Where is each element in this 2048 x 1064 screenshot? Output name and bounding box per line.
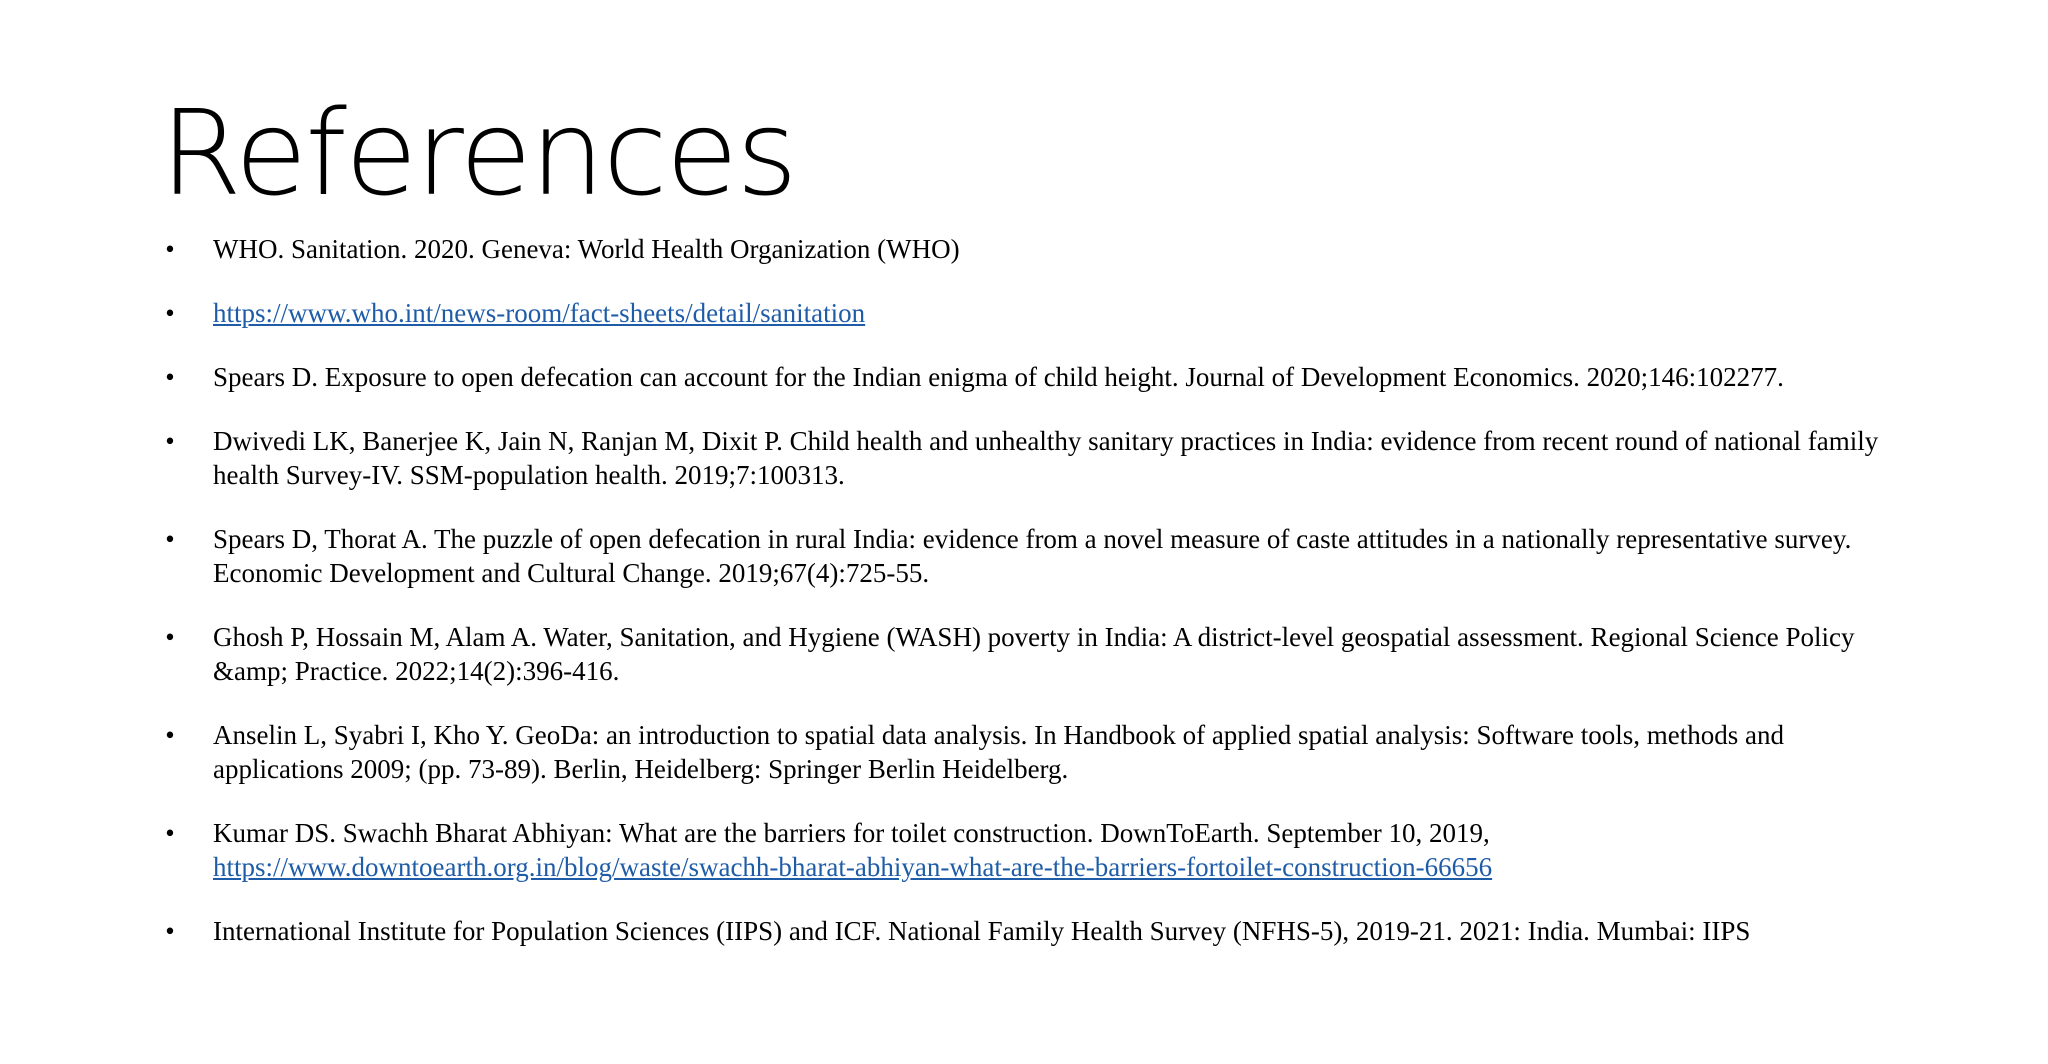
reference-item-spears-thorat-2019 xyxy=(160,522,1920,590)
reference-item-anselin-2009 xyxy=(160,718,1920,786)
bullet-icon: • xyxy=(165,916,175,946)
reference-item-who-sanitation xyxy=(160,232,1920,266)
reference-item-ghosh-2022 xyxy=(160,620,1920,688)
reference-text: Anselin L, Syabri I, Kho Y. GeoDa: an introduction to spatial data analysis. In Handbook of applied spatial analysis: Software tools, methods and applications 2009; (pp. 73-89). Berlin, Heidelberg: Springer Berlin Heidelberg. xyxy=(213,720,1784,784)
reference-text: Kumar DS. Swachh Bharat Abhiyan: What are the barriers for toilet construction. DownToEarth. September 10, 2019, xyxy=(213,818,1490,848)
reference-item-iips-nfhs5 xyxy=(160,914,1920,948)
bullet-icon: • xyxy=(165,234,175,264)
bullet-icon: • xyxy=(165,524,175,554)
bullet-icon: • xyxy=(165,362,175,392)
reference-link[interactable]: https://www.downtoearth.org.in/blog/waste/swachh-bharat-abhiyan-what-are-the-barriers-fortoilet-construction-66656 xyxy=(213,852,1493,882)
bullet-icon: • xyxy=(165,622,175,652)
reference-item-kumar-2019 xyxy=(160,816,1920,884)
reference-text: Dwivedi LK, Banerjee K, Jain N, Ranjan M, Dixit P. Child health and unhealthy sanitary practices in India: evidence from recent round of national family health Survey-IV. SSM-population health. 2019;7:100313. xyxy=(213,426,1879,490)
reference-item-dwivedi-2019 xyxy=(160,424,1920,492)
reference-text: International Institute for Population Sciences (IIPS) and ICF. National Family Health Survey (NFHS-5), 2019-21. 2021: India. Mumbai: IIPS xyxy=(213,916,1751,946)
reference-text: Ghosh P, Hossain M, Alam A. Water, Sanitation, and Hygiene (WASH) poverty in India: A district-level geospatial assessment. Regional Science Policy &amp; Practice. 2022;14(2):396-416. xyxy=(213,622,1855,686)
reference-list xyxy=(160,232,1920,978)
bullet-icon: • xyxy=(165,298,175,328)
reference-text: Spears D, Thorat A. The puzzle of open defecation in rural India: evidence from a novel measure of caste attitudes in a nationally representative survey. Economic Development and Cultural Change. 2019;67(4):725-55. xyxy=(213,524,1852,588)
slide-title: References xyxy=(160,84,796,222)
reference-item-spears-2020 xyxy=(160,360,1920,394)
bullet-icon: • xyxy=(165,426,175,456)
bullet-icon: • xyxy=(165,818,175,848)
reference-text: WHO. Sanitation. 2020. Geneva: World Health Organization (WHO) xyxy=(213,234,960,264)
bullet-icon: • xyxy=(165,720,175,750)
reference-link[interactable]: https://www.who.int/news-room/fact-sheets/detail/sanitation xyxy=(213,298,866,328)
reference-item-who-link xyxy=(160,296,1920,330)
reference-text: Spears D. Exposure to open defecation can account for the Indian enigma of child height. Journal of Development Economics. 2020;146:102277. xyxy=(213,362,1784,392)
